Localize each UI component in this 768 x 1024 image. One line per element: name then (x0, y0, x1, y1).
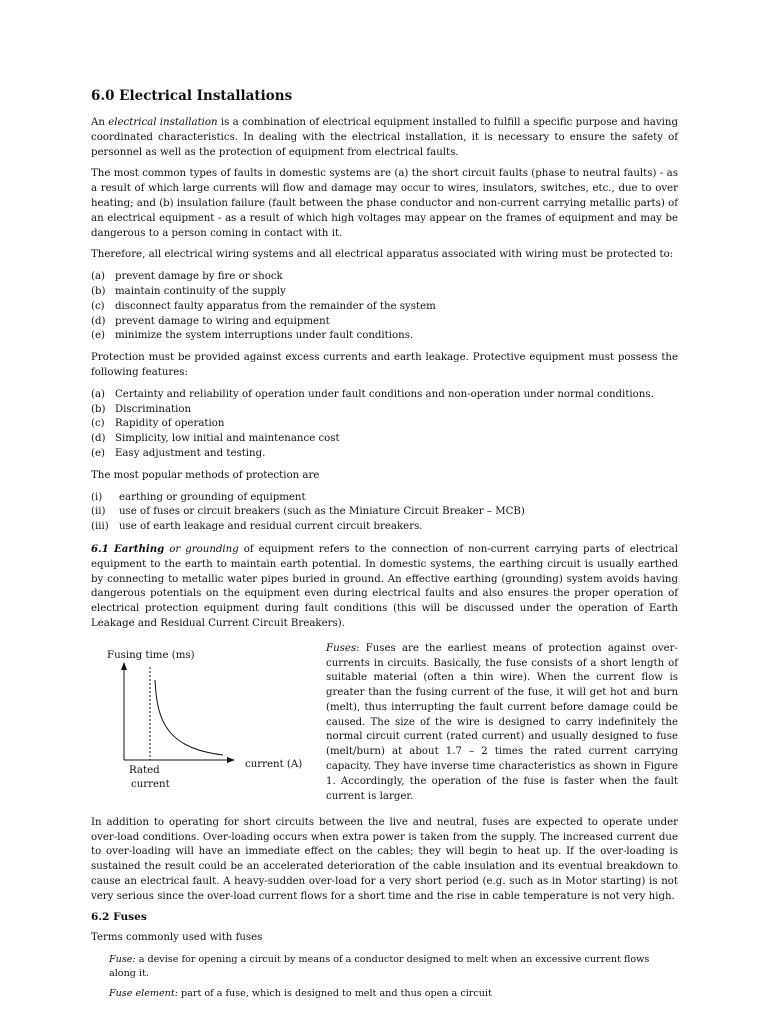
list-item (91, 329, 678, 344)
list-label: (iii) (91, 521, 109, 533)
protect-list (91, 270, 678, 344)
fuse-curve (155, 680, 223, 755)
list-label: (ii) (91, 506, 106, 518)
list-text: Simplicity, low initial and maintenance cost (115, 433, 340, 445)
list-text: disconnect faulty apparatus from the remainder of the system (115, 300, 436, 312)
list-item (91, 491, 678, 506)
list-item (91, 388, 678, 403)
list-item (91, 315, 678, 330)
list-label: (a) (91, 388, 106, 400)
earthing-paragraph (91, 542, 678, 632)
list-label: (b) (91, 285, 106, 297)
list-label: (d) (91, 315, 106, 327)
fuses-text-block (326, 642, 678, 812)
list-text: earthing or grounding of equipment (119, 491, 306, 503)
list-item (91, 403, 678, 418)
list-text: Rapidity of operation (115, 418, 225, 430)
methods-paragraph: The most popular methods of protection are (91, 469, 320, 481)
list-text: Certainty and reliability of operation under fault conditions and non-operation under normal conditions. (115, 388, 654, 400)
fuse-characteristic-figure (91, 642, 326, 812)
methods-list (91, 491, 678, 535)
faults-paragraph: The most common types of faults in domestic systems are (a) the short circuit faults (phase to neutral faults) - as a result of which large currents will flow and damage may occur to wires, insulators, switches, etc., due to over heating; and (b) insulation failure (fault between the phase conductor and non-current carrying metallic parts) of an electrical equipment - as a result of which high voltages may appear on the frames of equipment and may be dangerous to a person coming in contact with it. (91, 168, 678, 239)
list-item (91, 417, 678, 432)
list-item (91, 300, 678, 315)
y-axis-arrow (121, 662, 127, 670)
list-label: (c) (91, 418, 105, 430)
protection-paragraph: Protection must be provided against excess currents and earth leakage. Protective equipment must possess the following features: (91, 352, 678, 378)
list-label: (d) (91, 433, 106, 445)
term-definition: part of a fuse, which is designed to melt and thus open a circuit (177, 988, 492, 1000)
list-item (91, 285, 678, 300)
intro-text-b: is a combination of electrical equipment installed to fulfill a specific purpose and having coordinated characteristics. In dealing with the electrical installation, it is necessary to ensure the safety of personnel as well as the protection of equipment from electrical faults. (91, 117, 678, 158)
list-item (91, 520, 678, 535)
list-label: (c) (91, 300, 105, 312)
therefore-paragraph: Therefore, all electrical wiring systems and all electrical apparatus associated with wiring must be protected to: (91, 249, 674, 261)
list-item (91, 432, 678, 447)
list-label: (b) (91, 403, 106, 415)
list-label: (e) (91, 330, 105, 342)
x-axis-label: current (A) (245, 758, 303, 770)
term-name: Fuse element: (109, 988, 178, 1000)
earthing-heading: 6.1 Earthing (91, 542, 165, 555)
list-label: (a) (91, 271, 106, 283)
list-item (91, 505, 678, 520)
rated-label-line1: Rated (129, 764, 160, 776)
fuse-curve-svg (91, 642, 326, 812)
x-axis-arrow (227, 757, 235, 763)
earthing-text: of equipment refers to the connection of non-current carrying parts of electrical equipment to the earth to maintain earth potential. In domestic systems, the earthing circuit is usually earthed by connecting to metallic water pipes buried in ground. An effective earthing (grounding) system avoids having dangerous potentials on the equipment even during electrical faults and also ensures the proper operation of electrical protection equipment during fault conditions (this will be discussed under the operation of Earth Leakage and Residual Current Circuit Breakers). (91, 543, 678, 629)
intro-text-a: An (91, 117, 109, 128)
term-fuse-element (109, 987, 678, 1001)
list-text: Easy adjustment and testing. (115, 447, 266, 459)
list-item (91, 270, 678, 285)
intro-paragraph (91, 116, 678, 160)
list-label: (e) (91, 447, 105, 459)
list-label: (i) (91, 491, 103, 503)
features-list (91, 388, 678, 462)
list-item (91, 447, 678, 462)
terms-intro: Terms commonly used with fuses (91, 932, 263, 944)
term-definition: a devise for opening a circuit by means of a conductor designed to melt when an excessive current flows along it. (109, 954, 650, 980)
section-title: 6.0 Electrical Installations (91, 88, 293, 104)
fuses-heading: 6.2 Fuses (91, 911, 147, 924)
fuses-lead: Fuses (326, 642, 357, 654)
rated-label (129, 765, 171, 790)
list-text: maintain continuity of the supply (115, 285, 286, 297)
list-text: Discrimination (115, 403, 192, 415)
earthing-heading-alt: or grounding (164, 543, 239, 555)
term-name: Fuse: (109, 954, 136, 966)
list-text: minimize the system interruptions under fault conditions. (115, 330, 414, 342)
fuses-text: : Fuses are the earliest means of protection against over-currents in circuits. Basically, the fuse consists of a short length of suitable material (often a thin wire). When the current flow is greater than the fusing current of the fuse, it will get hot and burn (melt), thus interrupting the fault current before damage could be caused. The size of the wire is designed to carry indefinitely the normal circuit current (rated current) and usually designed to fuse (melt/burn) at about 1.7 – 2 times the rated current carrying capacity. They have inverse time characteristics as shown in Figure 1. Accordingly, the operation of the fuse is faster when the fault current is larger. (326, 642, 678, 802)
list-text: use of fuses or circuit breakers (such as the Miniature Circuit Breaker – MCB) (119, 506, 525, 518)
y-axis-label: Fusing time (ms) (107, 649, 195, 661)
fuses-paragraph (326, 642, 678, 805)
list-text: prevent damage by fire or shock (115, 271, 283, 283)
list-text: prevent damage to wiring and equipment (115, 315, 330, 327)
intro-term: electrical installation (108, 117, 218, 128)
rated-label-line2: current (131, 778, 170, 790)
overload-paragraph: In addition to operating for short circuits between the live and neutral, fuses are expected to operate under over-load conditions. Over-loading occurs when extra power is taken from the supply. The increased current due to over-loading will have an immediate effect on the cables; they will begin to heat up. If the over-loading is sustained the result could be an accelerated deterioration of the cable insulation and its eventual breakdown to cause an electrical fault. A heavy-sudden over-load for a very short period (e.g. such as in Motor starting) is not very serious since the over-load current flows for a short time and the rise in cable temperature is not very high. (91, 816, 678, 902)
term-fuse (109, 953, 678, 981)
list-text: use of earth leakage and residual current circuit breakers. (119, 521, 423, 533)
document-page (91, 88, 678, 1007)
figure-row (91, 642, 678, 812)
